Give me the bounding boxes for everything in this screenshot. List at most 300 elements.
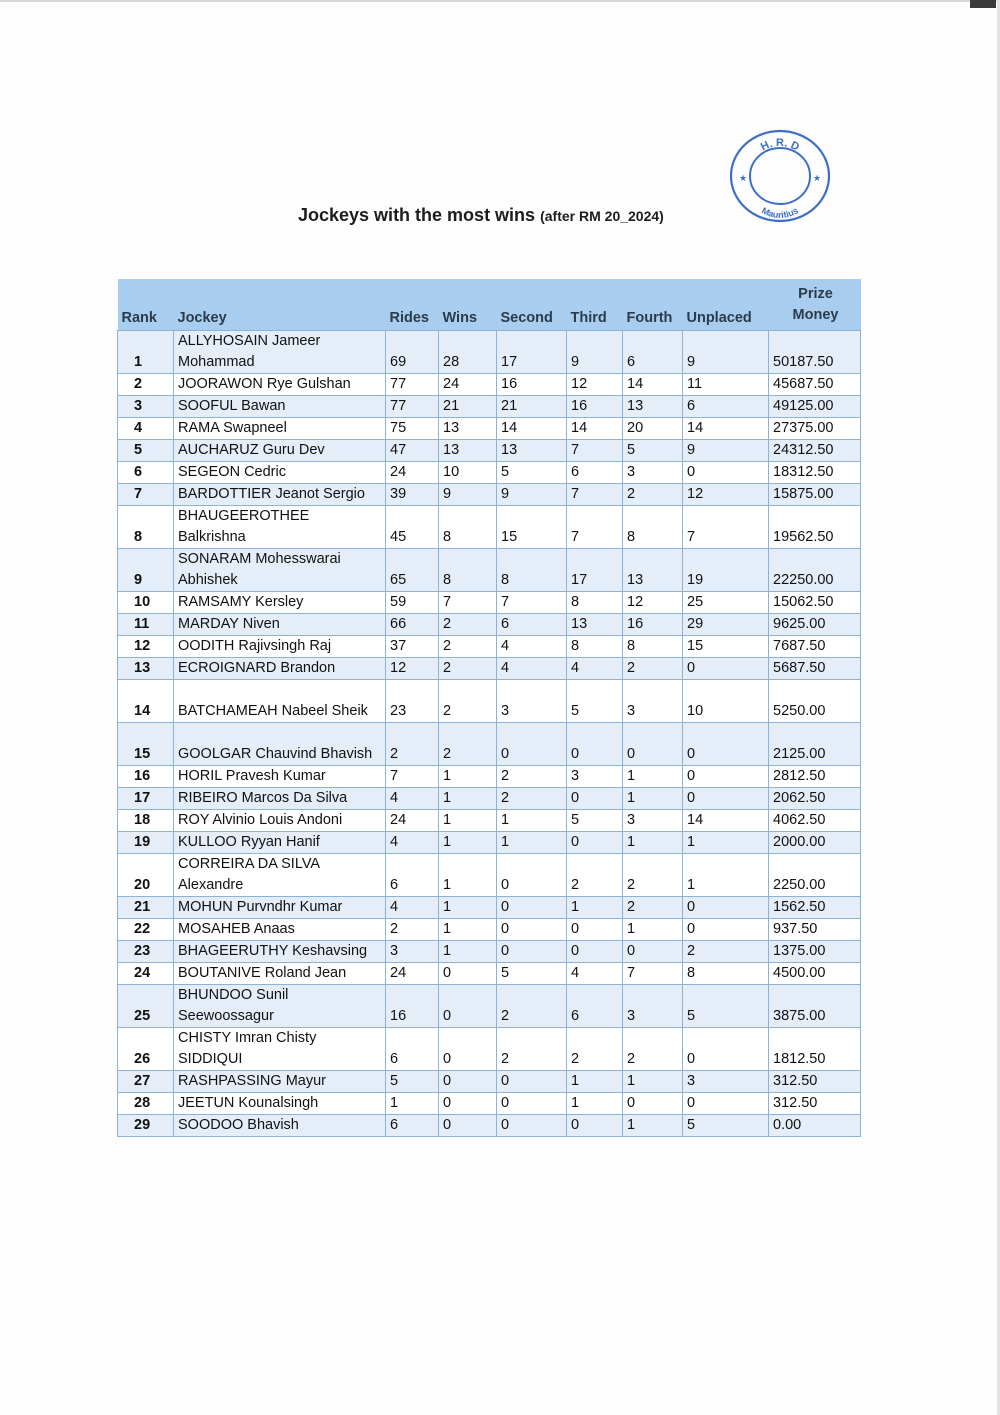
cell-fourth: 13 — [623, 396, 683, 418]
cell-prize-money: 312.50 — [769, 1071, 861, 1093]
cell-fourth: 1 — [623, 832, 683, 854]
cell-fourth: 8 — [623, 506, 683, 549]
cell-rides: 24 — [386, 462, 439, 484]
cell-jockey: CHISTY Imran Chisty SIDDIQUI — [174, 1028, 386, 1071]
cell-rank: 3 — [118, 396, 174, 418]
table-row — [118, 1028, 861, 1071]
cell-third: 1 — [567, 1071, 623, 1093]
cell-third: 1 — [567, 1093, 623, 1115]
cell-fourth: 14 — [623, 374, 683, 396]
cell-unplaced: 1 — [683, 832, 769, 854]
cell-unplaced: 0 — [683, 658, 769, 680]
cell-wins: 7 — [439, 592, 497, 614]
cell-prize-money: 19562.50 — [769, 506, 861, 549]
table-row — [118, 462, 861, 484]
cell-second: 16 — [497, 374, 567, 396]
cell-unplaced: 3 — [683, 1071, 769, 1093]
cell-second: 15 — [497, 506, 567, 549]
cell-third: 3 — [567, 766, 623, 788]
table-row — [118, 549, 861, 592]
cell-prize-money: 3875.00 — [769, 985, 861, 1028]
cell-third: 2 — [567, 1028, 623, 1071]
cell-prize-money: 15875.00 — [769, 484, 861, 506]
cell-second: 8 — [497, 549, 567, 592]
cell-rank: 11 — [118, 614, 174, 636]
stamp-star-right: ★ — [813, 173, 822, 183]
cell-third: 2 — [567, 854, 623, 897]
table-row — [118, 985, 861, 1028]
cell-rides: 47 — [386, 440, 439, 462]
cell-fourth: 3 — [623, 680, 683, 723]
cell-rides: 23 — [386, 680, 439, 723]
cell-second: 5 — [497, 462, 567, 484]
cell-prize-money: 18312.50 — [769, 462, 861, 484]
cell-fourth: 5 — [623, 440, 683, 462]
cell-second: 0 — [497, 897, 567, 919]
cell-unplaced: 9 — [683, 440, 769, 462]
cell-third: 6 — [567, 985, 623, 1028]
cell-prize-money: 2000.00 — [769, 832, 861, 854]
cell-rank: 14 — [118, 680, 174, 723]
cell-jockey: RAMSAMY Kersley — [174, 592, 386, 614]
cell-jockey: GOOLGAR Chauvind Bhavish — [174, 723, 386, 766]
title-sub: (after RM 20_2024) — [540, 208, 664, 224]
cell-rides: 39 — [386, 484, 439, 506]
cell-second: 17 — [497, 331, 567, 374]
cell-rank: 17 — [118, 788, 174, 810]
cell-wins: 21 — [439, 396, 497, 418]
cell-unplaced: 15 — [683, 636, 769, 658]
cell-third: 7 — [567, 484, 623, 506]
table-row — [118, 919, 861, 941]
cell-wins: 2 — [439, 723, 497, 766]
cell-second: 4 — [497, 658, 567, 680]
cell-jockey: BARDOTTIER Jeanot Sergio — [174, 484, 386, 506]
cell-wins: 2 — [439, 680, 497, 723]
cell-unplaced: 5 — [683, 985, 769, 1028]
cell-fourth: 2 — [623, 897, 683, 919]
cell-wins: 0 — [439, 985, 497, 1028]
cell-rides: 6 — [386, 854, 439, 897]
cell-wins: 0 — [439, 1115, 497, 1137]
title-main: Jockeys with the most wins — [298, 205, 536, 225]
jockeys-table — [117, 279, 861, 1137]
cell-rank: 16 — [118, 766, 174, 788]
cell-second: 0 — [497, 1071, 567, 1093]
cell-second: 1 — [497, 832, 567, 854]
cell-unplaced: 11 — [683, 374, 769, 396]
cell-rides: 45 — [386, 506, 439, 549]
cell-fourth: 2 — [623, 1028, 683, 1071]
stamp-top-text: H. R. D — [758, 137, 802, 154]
cell-rides: 4 — [386, 788, 439, 810]
header-third: Third — [567, 279, 623, 331]
cell-wins: 0 — [439, 1028, 497, 1071]
cell-fourth: 12 — [623, 592, 683, 614]
cell-rides: 16 — [386, 985, 439, 1028]
scan-corner-mark — [970, 0, 996, 8]
cell-rides: 2 — [386, 723, 439, 766]
header-jockey: Jockey — [174, 279, 386, 331]
cell-unplaced: 19 — [683, 549, 769, 592]
table-row — [118, 810, 861, 832]
cell-second: 0 — [497, 919, 567, 941]
cell-rides: 24 — [386, 810, 439, 832]
header-second: Second — [497, 279, 567, 331]
cell-rides: 65 — [386, 549, 439, 592]
page-title — [298, 205, 664, 226]
svg-text:Mauritius — [760, 205, 800, 220]
cell-fourth: 3 — [623, 810, 683, 832]
cell-jockey: BHAGEERUTHY Keshavsing — [174, 941, 386, 963]
cell-rides: 5 — [386, 1071, 439, 1093]
cell-third: 0 — [567, 832, 623, 854]
cell-third: 0 — [567, 723, 623, 766]
cell-third: 13 — [567, 614, 623, 636]
cell-wins: 1 — [439, 854, 497, 897]
cell-unplaced: 5 — [683, 1115, 769, 1137]
cell-prize-money: 9625.00 — [769, 614, 861, 636]
cell-jockey: BHAUGEEROTHEE Balkrishna — [174, 506, 386, 549]
cell-jockey: SONARAM Mohesswarai Abhishek — [174, 549, 386, 592]
cell-prize-money: 2062.50 — [769, 788, 861, 810]
cell-rank: 12 — [118, 636, 174, 658]
cell-prize-money: 2812.50 — [769, 766, 861, 788]
cell-third: 12 — [567, 374, 623, 396]
cell-prize-money: 50187.50 — [769, 331, 861, 374]
cell-third: 5 — [567, 810, 623, 832]
cell-prize-money: 5250.00 — [769, 680, 861, 723]
cell-unplaced: 12 — [683, 484, 769, 506]
cell-jockey: MOSAHEB Anaas — [174, 919, 386, 941]
cell-rank: 22 — [118, 919, 174, 941]
cell-rank: 21 — [118, 897, 174, 919]
cell-third: 0 — [567, 788, 623, 810]
cell-fourth: 16 — [623, 614, 683, 636]
cell-third: 8 — [567, 592, 623, 614]
page-top-edge — [0, 0, 1000, 2]
cell-wins: 0 — [439, 963, 497, 985]
cell-third: 7 — [567, 506, 623, 549]
cell-prize-money: 312.50 — [769, 1093, 861, 1115]
cell-third: 7 — [567, 440, 623, 462]
cell-unplaced: 14 — [683, 418, 769, 440]
cell-unplaced: 10 — [683, 680, 769, 723]
header-prize-money: Prize Money — [769, 279, 861, 331]
cell-fourth: 2 — [623, 658, 683, 680]
cell-jockey: RIBEIRO Marcos Da Silva — [174, 788, 386, 810]
cell-rides: 59 — [386, 592, 439, 614]
cell-wins: 0 — [439, 1093, 497, 1115]
cell-fourth: 0 — [623, 723, 683, 766]
cell-unplaced: 0 — [683, 1093, 769, 1115]
cell-rank: 5 — [118, 440, 174, 462]
header-rank: Rank — [118, 279, 174, 331]
cell-prize-money: 45687.50 — [769, 374, 861, 396]
cell-rank: 19 — [118, 832, 174, 854]
cell-fourth: 0 — [623, 1093, 683, 1115]
cell-third: 17 — [567, 549, 623, 592]
cell-rides: 37 — [386, 636, 439, 658]
cell-third: 5 — [567, 680, 623, 723]
cell-rank: 26 — [118, 1028, 174, 1071]
cell-rides: 7 — [386, 766, 439, 788]
cell-jockey: BOUTANIVE Roland Jean — [174, 963, 386, 985]
cell-fourth: 7 — [623, 963, 683, 985]
cell-wins: 13 — [439, 440, 497, 462]
cell-fourth: 2 — [623, 484, 683, 506]
cell-unplaced: 0 — [683, 1028, 769, 1071]
cell-unplaced: 0 — [683, 919, 769, 941]
cell-jockey: MOHUN Purvndhr Kumar — [174, 897, 386, 919]
table-row — [118, 506, 861, 549]
cell-second: 6 — [497, 614, 567, 636]
table-row — [118, 1093, 861, 1115]
cell-third: 1 — [567, 897, 623, 919]
hrd-stamp — [728, 128, 832, 224]
cell-rank: 24 — [118, 963, 174, 985]
cell-unplaced: 9 — [683, 331, 769, 374]
table-row — [118, 941, 861, 963]
cell-second: 14 — [497, 418, 567, 440]
cell-unplaced: 8 — [683, 963, 769, 985]
cell-jockey: KULLOO Ryyan Hanif — [174, 832, 386, 854]
cell-second: 0 — [497, 854, 567, 897]
cell-third: 8 — [567, 636, 623, 658]
cell-rank: 25 — [118, 985, 174, 1028]
cell-unplaced: 0 — [683, 462, 769, 484]
cell-jockey: BHUNDOO Sunil Seewoossagur — [174, 985, 386, 1028]
cell-wins: 1 — [439, 919, 497, 941]
cell-second: 2 — [497, 766, 567, 788]
cell-unplaced: 0 — [683, 766, 769, 788]
cell-prize-money: 2125.00 — [769, 723, 861, 766]
cell-rank: 6 — [118, 462, 174, 484]
cell-rank: 29 — [118, 1115, 174, 1137]
cell-rank: 15 — [118, 723, 174, 766]
svg-text:H. R. D — [759, 137, 801, 153]
table-row — [118, 723, 861, 766]
cell-second: 0 — [497, 941, 567, 963]
table-row — [118, 897, 861, 919]
table-row — [118, 331, 861, 374]
cell-wins: 1 — [439, 810, 497, 832]
cell-rides: 6 — [386, 1115, 439, 1137]
cell-wins: 24 — [439, 374, 497, 396]
cell-jockey: JOORAWON Rye Gulshan — [174, 374, 386, 396]
cell-fourth: 0 — [623, 941, 683, 963]
cell-third: 0 — [567, 941, 623, 963]
cell-wins: 1 — [439, 897, 497, 919]
cell-jockey: ALLYHOSAIN Jameer Mohammad — [174, 331, 386, 374]
cell-rides: 4 — [386, 897, 439, 919]
cell-jockey: HORIL Pravesh Kumar — [174, 766, 386, 788]
cell-third: 0 — [567, 919, 623, 941]
cell-second: 3 — [497, 680, 567, 723]
cell-unplaced: 14 — [683, 810, 769, 832]
cell-rides: 12 — [386, 658, 439, 680]
cell-prize-money: 1375.00 — [769, 941, 861, 963]
cell-rank: 13 — [118, 658, 174, 680]
cell-wins: 2 — [439, 636, 497, 658]
table-row — [118, 1115, 861, 1137]
cell-jockey: SOOFUL Bawan — [174, 396, 386, 418]
cell-rank: 8 — [118, 506, 174, 549]
table-row — [118, 658, 861, 680]
cell-unplaced: 29 — [683, 614, 769, 636]
cell-prize-money: 15062.50 — [769, 592, 861, 614]
table-row — [118, 418, 861, 440]
cell-wins: 1 — [439, 941, 497, 963]
cell-second: 5 — [497, 963, 567, 985]
cell-jockey: BATCHAMEAH Nabeel Sheik — [174, 680, 386, 723]
table-row — [118, 1071, 861, 1093]
cell-wins: 13 — [439, 418, 497, 440]
cell-second: 13 — [497, 440, 567, 462]
cell-rides: 75 — [386, 418, 439, 440]
cell-wins: 0 — [439, 1071, 497, 1093]
header-rides: Rides — [386, 279, 439, 331]
cell-unplaced: 25 — [683, 592, 769, 614]
cell-unplaced: 6 — [683, 396, 769, 418]
cell-jockey: AUCHARUZ Guru Dev — [174, 440, 386, 462]
cell-jockey: JEETUN Kounalsingh — [174, 1093, 386, 1115]
cell-prize-money: 2250.00 — [769, 854, 861, 897]
cell-jockey: ECROIGNARD Brandon — [174, 658, 386, 680]
cell-rank: 7 — [118, 484, 174, 506]
cell-second: 1 — [497, 810, 567, 832]
cell-unplaced: 0 — [683, 897, 769, 919]
cell-fourth: 1 — [623, 1115, 683, 1137]
cell-unplaced: 7 — [683, 506, 769, 549]
table-row — [118, 374, 861, 396]
cell-third: 14 — [567, 418, 623, 440]
cell-rides: 77 — [386, 374, 439, 396]
header-wins: Wins — [439, 279, 497, 331]
stamp-star-left: ★ — [739, 173, 748, 183]
cell-third: 6 — [567, 462, 623, 484]
cell-fourth: 1 — [623, 788, 683, 810]
cell-rides: 24 — [386, 963, 439, 985]
cell-rides: 77 — [386, 396, 439, 418]
cell-fourth: 13 — [623, 549, 683, 592]
cell-fourth: 1 — [623, 766, 683, 788]
cell-second: 2 — [497, 985, 567, 1028]
cell-third: 16 — [567, 396, 623, 418]
cell-jockey: CORREIRA DA SILVA Alexandre — [174, 854, 386, 897]
cell-fourth: 8 — [623, 636, 683, 658]
table-row — [118, 592, 861, 614]
cell-second: 9 — [497, 484, 567, 506]
cell-fourth: 1 — [623, 919, 683, 941]
cell-rank: 9 — [118, 549, 174, 592]
cell-prize-money: 22250.00 — [769, 549, 861, 592]
cell-fourth: 2 — [623, 854, 683, 897]
cell-wins: 2 — [439, 658, 497, 680]
cell-prize-money: 1562.50 — [769, 897, 861, 919]
cell-fourth: 6 — [623, 331, 683, 374]
cell-jockey: SEGEON Cedric — [174, 462, 386, 484]
cell-wins: 1 — [439, 832, 497, 854]
cell-jockey: RAMA Swapneel — [174, 418, 386, 440]
cell-prize-money: 5687.50 — [769, 658, 861, 680]
cell-rank: 1 — [118, 331, 174, 374]
table-row — [118, 788, 861, 810]
table-row — [118, 614, 861, 636]
cell-rank: 10 — [118, 592, 174, 614]
cell-wins: 28 — [439, 331, 497, 374]
cell-jockey: RASHPASSING Mayur — [174, 1071, 386, 1093]
cell-rank: 20 — [118, 854, 174, 897]
cell-second: 21 — [497, 396, 567, 418]
cell-third: 0 — [567, 1115, 623, 1137]
cell-prize-money: 49125.00 — [769, 396, 861, 418]
cell-third: 4 — [567, 963, 623, 985]
cell-prize-money: 937.50 — [769, 919, 861, 941]
cell-unplaced: 0 — [683, 723, 769, 766]
header-unplaced: Unplaced — [683, 279, 769, 331]
cell-second: 0 — [497, 1093, 567, 1115]
cell-wins: 2 — [439, 614, 497, 636]
cell-fourth: 3 — [623, 462, 683, 484]
cell-second: 0 — [497, 1115, 567, 1137]
table-row — [118, 680, 861, 723]
cell-jockey: SOODOO Bhavish — [174, 1115, 386, 1137]
cell-rides: 4 — [386, 832, 439, 854]
cell-unplaced: 0 — [683, 788, 769, 810]
cell-third: 4 — [567, 658, 623, 680]
cell-wins: 10 — [439, 462, 497, 484]
cell-rank: 4 — [118, 418, 174, 440]
cell-wins: 1 — [439, 788, 497, 810]
cell-rank: 23 — [118, 941, 174, 963]
cell-fourth: 1 — [623, 1071, 683, 1093]
cell-rank: 2 — [118, 374, 174, 396]
table-row — [118, 440, 861, 462]
cell-rank: 28 — [118, 1093, 174, 1115]
table-row — [118, 484, 861, 506]
cell-rides: 66 — [386, 614, 439, 636]
table-row — [118, 854, 861, 897]
table-row — [118, 636, 861, 658]
cell-prize-money: 24312.50 — [769, 440, 861, 462]
cell-rides: 1 — [386, 1093, 439, 1115]
cell-third: 9 — [567, 331, 623, 374]
cell-rides: 6 — [386, 1028, 439, 1071]
cell-jockey: ROY Alvinio Louis Andoni — [174, 810, 386, 832]
cell-prize-money: 1812.50 — [769, 1028, 861, 1071]
cell-rides: 2 — [386, 919, 439, 941]
cell-fourth: 20 — [623, 418, 683, 440]
cell-second: 0 — [497, 723, 567, 766]
cell-jockey: MARDAY Niven — [174, 614, 386, 636]
cell-unplaced: 1 — [683, 854, 769, 897]
cell-prize-money: 4062.50 — [769, 810, 861, 832]
cell-jockey: OODITH Rajivsingh Raj — [174, 636, 386, 658]
cell-prize-money: 7687.50 — [769, 636, 861, 658]
cell-wins: 1 — [439, 766, 497, 788]
stamp-bottom-text: Mauritius — [760, 205, 800, 221]
table-row — [118, 832, 861, 854]
cell-second: 2 — [497, 788, 567, 810]
cell-rides: 3 — [386, 941, 439, 963]
cell-wins: 9 — [439, 484, 497, 506]
cell-wins: 8 — [439, 549, 497, 592]
cell-prize-money: 0.00 — [769, 1115, 861, 1137]
cell-fourth: 3 — [623, 985, 683, 1028]
cell-prize-money: 4500.00 — [769, 963, 861, 985]
table-row — [118, 963, 861, 985]
